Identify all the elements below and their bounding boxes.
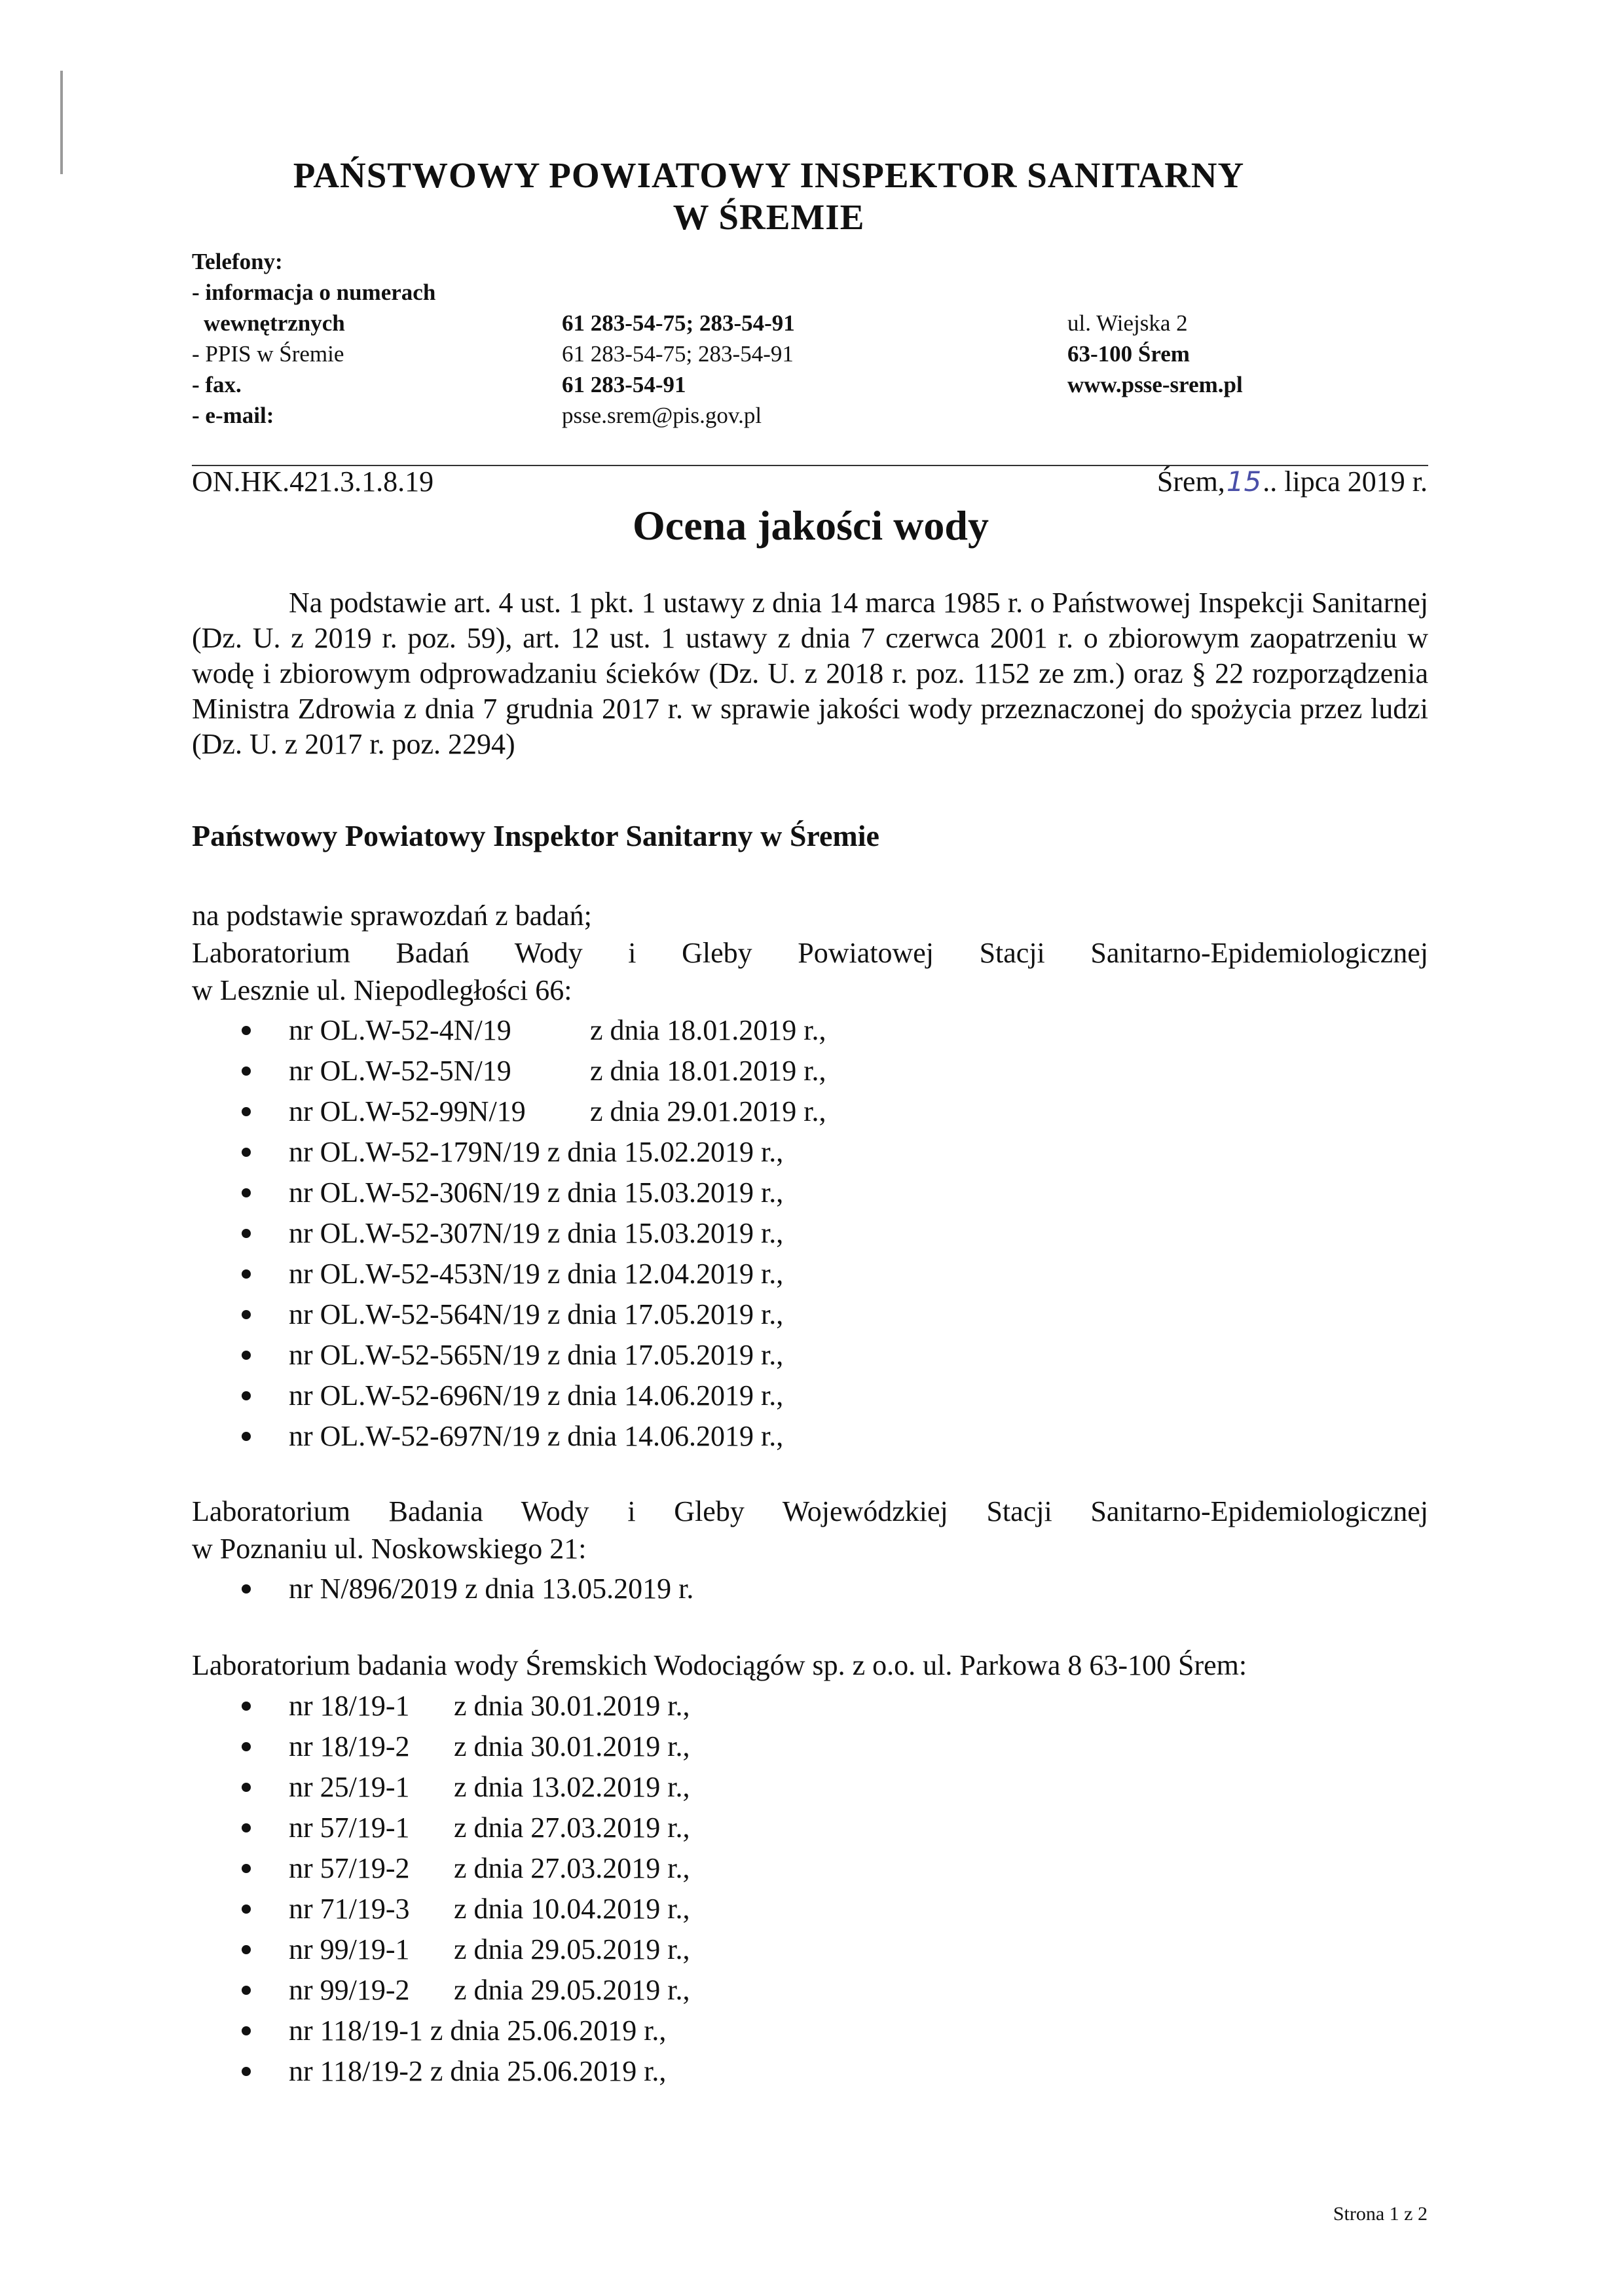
bullet-icon xyxy=(242,1584,251,1594)
place-date xyxy=(1157,465,1428,498)
list-item: nr 25/19-1 z dnia 13.02.2019 r., xyxy=(192,1767,690,1808)
lab2-name-line1: Laboratorium Badania Wody i Gleby Wojewódzkiej Stacji Sanitarno-Epidemiologicznej xyxy=(192,1495,1428,1527)
list-item: nr 99/19-1 z dnia 29.05.2019 r., xyxy=(192,1929,690,1970)
bullet-icon xyxy=(242,1188,251,1197)
bullet-icon xyxy=(242,1823,251,1832)
list-item: nr N/896/2019 z dnia 13.05.2019 r. xyxy=(192,1569,693,1609)
lab2-report-list xyxy=(192,1569,693,1609)
bullet-icon xyxy=(242,1026,251,1035)
list-item: nr 71/19-3 z dnia 10.04.2019 r., xyxy=(192,1889,690,1929)
list-item: nr OL.W-52-565N/19 z dnia 17.05.2019 r., xyxy=(192,1335,826,1376)
fax-number: 61 283-54-91 xyxy=(562,372,686,397)
bullet-icon xyxy=(242,1229,251,1238)
bullet-icon xyxy=(242,1066,251,1076)
office-title: PAŃSTWOWY POWIATOWY INSPEKTOR SANITARNY xyxy=(293,155,1245,195)
bullet-icon xyxy=(242,1904,251,1914)
list-item: nr OL.W-52-5N/19 z dnia 18.01.2019 r., xyxy=(192,1051,826,1091)
info-label-line1: - informacja o numerach xyxy=(192,280,436,305)
list-item: nr 18/19-2 z dnia 30.01.2019 r., xyxy=(192,1726,690,1767)
lab1-report-list xyxy=(192,1010,826,1457)
bullet-icon xyxy=(242,1391,251,1400)
bullet-icon xyxy=(242,1986,251,1995)
lab2-name-line2: w Poznaniu ul. Noskowskiego 21: xyxy=(192,1533,587,1565)
place: Śrem, xyxy=(1156,465,1225,498)
lab3-report-list xyxy=(192,1686,690,2092)
ppis-label: - PPIS w Śremie xyxy=(192,341,344,367)
contact-labels xyxy=(192,246,435,431)
list-item: nr 99/19-2 z dnia 29.05.2019 r., xyxy=(192,1970,690,2011)
handwritten-day: 15 xyxy=(1226,465,1262,498)
info-label-line2: wewnętrznych xyxy=(204,310,345,336)
bullet-icon xyxy=(242,1269,251,1279)
street-address: ul. Wiejska 2 xyxy=(1067,310,1188,336)
list-item: nr OL.W-52-306N/19 z dnia 15.03.2019 r., xyxy=(192,1173,826,1213)
list-item: nr OL.W-52-179N/19 z dnia 15.02.2019 r., xyxy=(192,1132,826,1173)
website: www.psse-srem.pl xyxy=(1067,372,1243,397)
list-item: nr 57/19-2 z dnia 27.03.2019 r., xyxy=(192,1848,690,1889)
list-item: nr OL.W-52-564N/19 z dnia 17.05.2019 r., xyxy=(192,1294,826,1335)
lab1-name-line1: Laboratorium Badań Wody i Gleby Powiatowej Stacji Sanitarno-Epidemiologicznej xyxy=(192,937,1428,969)
bullet-icon xyxy=(242,1148,251,1157)
ppis-phone: 61 283-54-75; 283-54-91 xyxy=(562,341,794,367)
list-item: nr OL.W-52-696N/19 z dnia 14.06.2019 r., xyxy=(192,1376,826,1416)
bullet-icon xyxy=(242,1432,251,1441)
info-phone: 61 283-54-75; 283-54-91 xyxy=(562,310,795,336)
bullet-icon xyxy=(242,1864,251,1873)
lab3-name: Laboratorium badania wody Śremskich Wodociągów sp. z o.o. ul. Parkowa 8 63-100 Śrem: xyxy=(192,1649,1247,1681)
bullet-icon xyxy=(242,1310,251,1319)
bullet-icon xyxy=(242,1945,251,1954)
list-item: nr OL.W-52-4N/19 z dnia 18.01.2019 r., xyxy=(192,1010,826,1051)
list-item: nr 118/19-2 z dnia 25.06.2019 r., xyxy=(192,2051,690,2092)
bullet-icon xyxy=(242,1107,251,1116)
date-rest: .. lipca 2019 r. xyxy=(1263,465,1428,498)
bullet-icon xyxy=(242,1742,251,1751)
list-item: nr OL.W-52-99N/19 z dnia 29.01.2019 r., xyxy=(192,1091,826,1132)
office-address xyxy=(1067,308,1243,400)
bullet-icon xyxy=(242,2026,251,2035)
email-label: - e-mail: xyxy=(192,403,274,428)
list-item: nr 57/19-1 z dnia 27.03.2019 r., xyxy=(192,1808,690,1848)
bullet-icon xyxy=(242,1702,251,1711)
list-item: nr 18/19-1 z dnia 30.01.2019 r., xyxy=(192,1686,690,1726)
list-item: nr 118/19-1 z dnia 25.06.2019 r., xyxy=(192,2011,690,2051)
document-title: Ocena jakości wody xyxy=(633,502,989,549)
bullet-icon xyxy=(242,2067,251,2076)
postal-city: 63-100 Śrem xyxy=(1067,341,1190,367)
page-number: Strona 1 z 2 xyxy=(1333,2203,1428,2225)
contact-values xyxy=(562,308,795,431)
issuer-name: Państwowy Powiatowy Inspektor Sanitarny w Śremie xyxy=(192,819,879,852)
scan-edge-mark xyxy=(60,71,63,174)
list-item: nr OL.W-52-453N/19 z dnia 12.04.2019 r., xyxy=(192,1254,826,1294)
reference-number: ON.HK.421.3.1.8.19 xyxy=(192,465,434,498)
lab1-name-line2: w Lesznie ul. Niepodległości 66: xyxy=(192,974,572,1006)
fax-label: - fax. xyxy=(192,372,242,397)
reports-intro: na podstawie sprawozdań z badań; xyxy=(192,900,592,932)
bullet-icon xyxy=(242,1351,251,1360)
bullet-icon xyxy=(242,1783,251,1792)
list-item: nr OL.W-52-697N/19 z dnia 14.06.2019 r., xyxy=(192,1416,826,1457)
office-location: W ŚREMIE xyxy=(673,197,865,237)
email-address: psse.srem@pis.gov.pl xyxy=(562,403,762,428)
legal-basis-paragraph: Na podstawie art. 4 ust. 1 pkt. 1 ustawy z dnia 14 marca 1985 r. o Państwowej Inspekcji Sanitarnej (Dz. U. z 2019 r. poz. 59), art. 12 ust. 1 ustawy z dnia 7 czerwca 2001 r. o zbiorowym zaopatrzeniu w wodę i zbiorowym odprowadzaniu ścieków (Dz. U. z 2018 r. poz. 1152 ze zm.) oraz § 22 rozporządzenia Ministra Zdrowia z dnia 7 grudnia 2017 r. w sprawie jakości wody przeznaczonej do spożycia przez ludzi (Dz. U. z 2017 r. poz. 2294) xyxy=(192,587,1428,760)
telefony-label: Telefony: xyxy=(192,249,283,274)
list-item: nr OL.W-52-307N/19 z dnia 15.03.2019 r., xyxy=(192,1213,826,1254)
